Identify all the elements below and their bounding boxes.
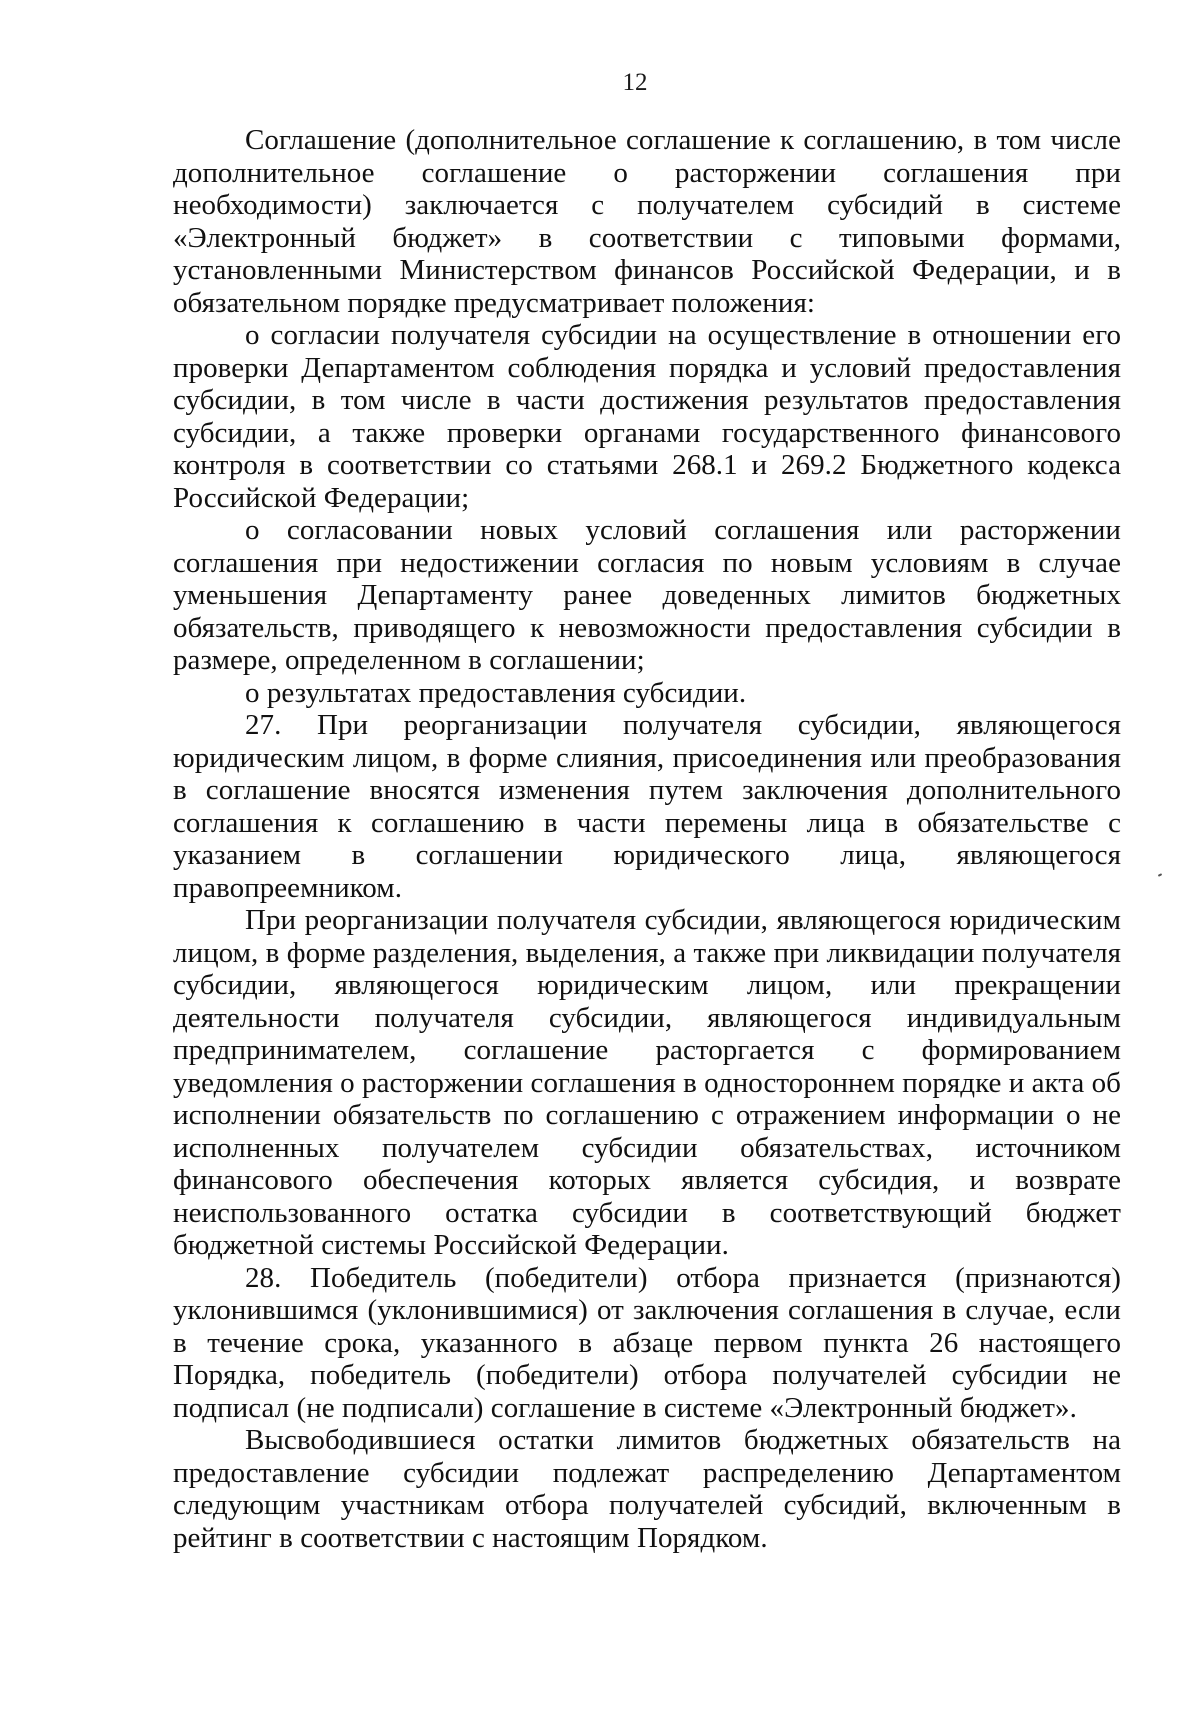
paragraph-reorganization-termination: При реорганизации получателя субсидии, являющегося юридическим лицом, в форме разделения, выделения, а также при ликвидации получателя субсидии, являющегося юридическим лицом, или прекращении деятельности получателя субсидии, являющегося индивидуальным предпринимателем, соглашение расторгается с формированием уведомления о расторжении соглашения в одностороннем порядке и акта об исполнении обязательств по соглашению с отражением информации о не исполненных получателем субсидии обязательствах, источником финансового обеспечения которых является субсидия, и возврате неиспользованного остатка субсидии в соответствующий бюджет бюджетной системы Российской Федерации. bbox=[173, 904, 1121, 1261]
scan-speck bbox=[1158, 873, 1162, 877]
paragraph-new-conditions: о согласовании новых условий соглашения или расторжении соглашения при недостижении согласия по новым условиям в случае уменьшения Департаменту ранее доведенных лимитов бюджетных обязательств, приводящего к невозможности предоставления субсидии в размере, определенном в соглашении; bbox=[173, 514, 1121, 676]
page-number: 12 bbox=[622, 69, 648, 96]
paragraph-released-limits: Высвободившиеся остатки лимитов бюджетных обязательств на предоставление субсидии подлежат распределению Департаментом следующим участникам отбора получателей субсидий, включенным в рейтинг в соответствии с настоящим Порядком. bbox=[173, 1424, 1121, 1554]
document-body bbox=[173, 124, 1121, 1554]
paragraph-results: о результатах предоставления субсидии. bbox=[245, 676, 747, 709]
paragraph-item-27: 27. При реорганизации получателя субсидии, являющегося юридическим лицом, в форме слияния, присоединения или преобразования в соглашение вносятся изменения путем заключения дополнительного соглашения к соглашению в части перемены лица в обязательстве с указанием в соглашении юридического лица, являющегося правопреемником. bbox=[173, 709, 1121, 904]
paragraph-item-28: 28. Победитель (победители) отбора признается (признаются) уклонившимся (уклонившимися) от заключения соглашения в случае, если в течение срока, указанного в абзаце первом пункта 26 настоящего Порядка, победитель (победители) отбора получателей субсидии не подписал (не подписали) соглашение в системе «Электронный бюджет». bbox=[173, 1261, 1121, 1424]
paragraph-agreement-intro: Соглашение (дополнительное соглашение к соглашению, в том числе дополнительное соглашение о расторжении соглашения при необходимости) заключается с получателем субсидий в системе «Электронный бюджет» в соответствии с типовыми формами, установленными Министерством финансов Российской Федерации, и в обязательном порядке предусматривает положения: bbox=[173, 124, 1121, 319]
paragraph-consent-inspection: о согласии получателя субсидии на осуществление в отношении его проверки Департаментом соблюдения порядка и условий предоставления субсидии, в том числе в части достижения результатов предоставления субсидии, а также проверки органами государственного финансового контроля в соответствии со статьями 268.1 и 269.2 Бюджетного кодекса Российской Федерации; bbox=[173, 319, 1121, 514]
